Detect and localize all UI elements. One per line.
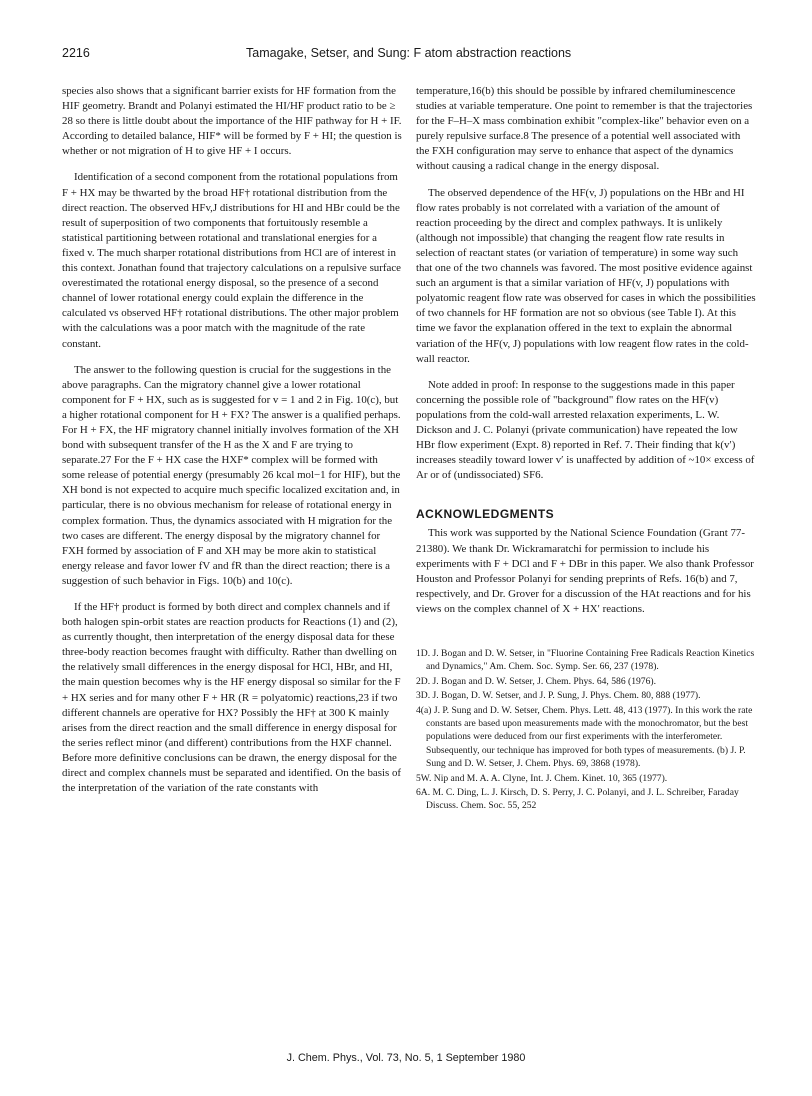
paragraph: temperature,16(b) this should be possible by infrared chemiluminescence studies at variable temperature. One point to remember is that the trajectories for the F–H–X mass combination exhibit "complex-like" behavior even on a purely repulsive surface.8 The presence of a potential well associated with the FXH configuration may serve to enhance that aspect of the dynamics without causing a radical change in the energy disposal.	[416, 85, 753, 173]
reference-item: 2D. J. Bogan and D. W. Setser, J. Chem. Phys. 64, 586 (1976).	[416, 675, 656, 687]
journal-footer: J. Chem. Phys., Vol. 73, No. 5, 1 September 1980	[286, 1052, 526, 1064]
page-number: 2216	[62, 46, 90, 60]
acknowledgments-heading: ACKNOWLEDGMENTS	[416, 507, 555, 522]
reference-item: 6A. M. C. Ding, L. J. Kirsch, D. S. Perry, J. C. Polanyi, and J. L. Schreiber, Faraday Discuss. Chem. Soc. 55, 252	[416, 787, 739, 812]
paragraph: species also shows that a significant barrier exists for HF formation from the HIF geometry. Brandt and Polanyi estimated the HI/HF product ratio to be ≥ 28 so there is little doubt about the importance of the HIF pathway for H + IF. According to detailed balance, HIF* will be formed by F + HI; the question is whether or not migration of H to give HF + I occurs.	[62, 85, 402, 158]
reference-item: 1D. J. Bogan and D. W. Setser, in "Fluorine Containing Free Radicals Reaction Kinetics and Dynamics," Am. Chem. Soc. Symp. Ser. 66, 237 (1978).	[416, 648, 755, 673]
paragraph: If the HF† product is formed by both direct and complex channels and if both halogen spin-orbit states are reaction products for Reactions (1) and (2), as currently thought, then interpretation of the energy disposal data for these three-body reaction becomes fraught with difficulty. Rather than dwelling on the relatively small differences in the energy disposal for HCl, HBr, and HI, the main question becomes why is the HF energy disposal so similar for the F + HX series and for many other F + HR (R = polyatomic) reactions,23 if two different channels are operative for HX? Possibly the HF† at 300 K mainly arises from the direct reaction and the small difference in energy disposal for the series reflect minor (and different) contributions from the HXF channel. Before more definitive conclusions can be drawn, the energy disposal for the direct and complex channels must be separated and identified. On the basis of the interpretation of the variation of the rate constants with	[62, 601, 402, 795]
running-title: Tamagake, Setser, and Sung: F atom abstraction reactions	[246, 46, 572, 60]
reference-item: 4(a) J. P. Sung and D. W. Setser, Chem. Phys. Lett. 48, 413 (1977). In this work the rate constants are based upon measurements made with the monochromator, but the best populations were deduced from our first experiments with the interferometer. Subsequently, our technique has improved for both types of measurements. (b) J. P. Sung and D. W. Setser, J. Chem. Phys. 69, 3868 (1978).	[416, 704, 753, 770]
acknowledgments-text: This work was supported by the National Science Foundation (Grant 77-21380). We thank Dr. Wickramaratchi for permission to include his experiments with F + DCl and F + DBr in this paper. We also thank Professor Houston and Professor Polanyi for sending preprints of Refs. 16(b) and 7, respectively, and Dr. Grover for a discussion of the HAt reactions and for his views on the complex channel of X + HX′ reactions.	[416, 527, 754, 615]
paragraph: The observed dependence of the HF(v, J) populations on the HBr and HI flow rates probably is not correlated with a variation of the amount of reaction proceeding by the direct and complex pathways. It is unlikely (although not impossible) that changing the reagent flow rate results in selection of reactant states (or variation of temperature) in some way such that one of the two channels was favored. The most positive evidence against such an argument is that a similar variation of HF(v, J) populations with polyatomic reagent flow rate was observed for cases in which the possibilities of two channels for HF formation are not so obvious (see Table I). At this time we favor the explanation offered in the text to explain the abnormal variation of the HF(v, J) populations with low reagent flow rates in the cold-wall reactor.	[416, 186, 756, 365]
references	[416, 647, 756, 813]
reference-item: 5W. Nip and M. A. A. Clyne, Int. J. Chem. Kinet. 10, 365 (1977).	[416, 772, 668, 784]
paragraph: The answer to the following question is crucial for the suggestions in the above paragraphs. Can the migratory channel give a lower rotational component for F + HX, such as is suggested for v = 1 and 2 in Fig. 10(c), but a higher rotational component for H + FX? The answer is a qualified perhaps. For H + FX, the HF migratory channel initially involves formation of the XH bond with subsequent transfer of the H as the X and F are trying to separate.27 For the F + HX case the HXF* complex will be formed with some release of potential energy (presumably 26 kcal mol−1 for HIF), but the XH bond is not expected to acquire much specific localized excitation and, in particular, there is no obvious mechanism for release of rotational energy in complex formation. Thus, the dynamics associated with H migration for the two cases are different. The energy disposal by the migratory channel for FXH formed by association of F and XH may be more akin to statistical energy release and favor lower fV and fR than the direct reaction; there is a suggestion of such behavior in Figs. 10(b) and 10(c).	[62, 363, 401, 587]
right-column	[416, 84, 756, 814]
left-column	[62, 84, 402, 807]
note-added-in-proof: Note added in proof: In response to the suggestions made in this paper concerning the possible role of "background" flow rates on the HF(v) populations from the cold-wall arrested relaxation experiments, L. W. Dickson and J. C. Polanyi (private communication) have repeated the low HBr flow experiment (Expt. 8) reported in Ref. 7. Their finding that k(v′) increases steadily toward lower v′ is unaffected by addition of ~10× excess of Ar or of (undissociated) SF6.	[416, 378, 755, 482]
reference-item: 3D. J. Bogan, D. W. Setser, and J. P. Sung, J. Phys. Chem. 80, 888 (1977).	[416, 690, 701, 702]
paragraph: Identification of a second component from the rotational populations from F + HX may be thwarted by the broad HF† rotational distribution from the direct reaction. The observed HFv,J distributions for HI and HBr could be the result of superposition of two components that fortuitously resemble a statistical partitioning between rotational and translational energies for a fixed v. The much sharper rotational distributions from HCl are of interest in this context. Jonathan found that trajectory calculations on a repulsive surface overestimated the rotational energy disposal, so the presence of a second channel of lower rotational energy could explain the difference in the calculated vs observed HF† rotational distributions. The other major problem with the calculations was a poor match with the magnitude of the rate constant.	[62, 171, 402, 350]
